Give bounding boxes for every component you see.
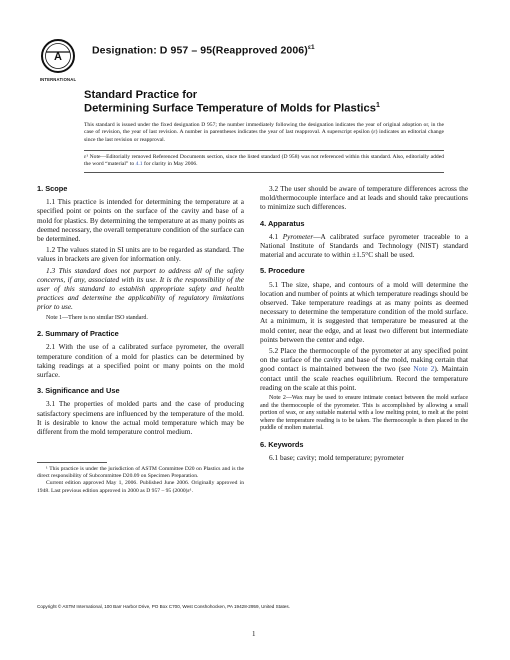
- divider: [84, 150, 444, 151]
- divider: [84, 172, 444, 173]
- section-heading-keywords: 6. Keywords: [260, 440, 304, 450]
- paragraph: 5.2 Place the thermocouple of the pyrometer at any specified point on the surface of the cavity and base of the mold, making certain that good contact is maintained between the two (see Note 2). Maintain contact until the scale reaches equilibrium. Record the temperature reading on the scale at this point.: [260, 346, 468, 392]
- editorial-note: ε¹ Note—Editorially removed Referenced Documents section, since the listed standard (D 958) was not referenced within this standard. Also, editorially added the word “material” to 4.1 for clarity in May 2006.: [84, 154, 444, 168]
- paragraph-safety: 1.3 This standard does not purport to address all of the safety concerns, if any, associated with its use. It is the responsibility of the user of this standard to establish appropriate safety and health practices and determine the applicability of regulatory limitations prior to use.: [37, 265, 244, 312]
- paragraph: 3.2 The user should be aware of temperature differences across the mold/thermocouple interface and at leads and should take precautions to minimize such differences.: [260, 184, 468, 212]
- document-title: Determining Surface Temperature of Molds for Plastics$^1$: [84, 102, 380, 115]
- paragraph: 5.1 The size, shape, and contours of a mold will determine the location and number of points at which temperature readings should be observed. Take temperature readings at as many points as deemed necessary to determine the temperature condition of the mold surface. At a minimum, it is suggested that temperature be measured at the mold center, near the edge, and at least two different but intermediate points between the center and edge.: [260, 279, 468, 344]
- footnote-text: ¹ This practice is under the jurisdiction of ASTM Committee D20 on Plastics and is the direct responsibility of Subcommittee D20.09 on Specimen Preparation.: [37, 466, 244, 480]
- section-heading-significance: 3. Significance and Use: [37, 386, 120, 396]
- title-line-1: Standard Practice for: [84, 89, 198, 101]
- designation: Designation: D 957 – 95(Reapproved 2006)$^{\varepsilon 1}$: [92, 44, 315, 57]
- left-column: [37, 184, 244, 438]
- paragraph: 1.1 This practice is intended for determining the temperature at a specified point or points on the surface of the cavity and base of a mold for plastics. By determining the temperature at as many points as deemed necessary, the overall temperature condition of the surface can be determined.: [37, 197, 244, 244]
- note-1: Note 1—There is no similar ISO standard.: [46, 314, 148, 321]
- paragraph: 3.1 The properties of molded parts and the case of producing satisfactory specimens are influenced by the temperature of the mold. It is desirable to know the actual mold temperature which may be different from the mold temperature control medium.: [37, 399, 244, 437]
- paragraph: 2.1 With the use of a calibrated surface pyrometer, the overall temperature condition of a mold for plastics can be determined by taking readings at a specified point or many points on the mold surface.: [37, 342, 244, 380]
- paragraph: 1.2 The values stated in SI units are to be regarded as standard. The values in brackets are given for information only.: [37, 245, 244, 264]
- paragraph: 6.1 base; cavity; mold temperature; pyrometer: [269, 453, 404, 463]
- section-heading-apparatus: 4. Apparatus: [260, 218, 305, 228]
- right-column: [260, 184, 468, 464]
- copyright: Copyright © ASTM International, 100 Barr Harbor Drive, PO Box C700, West Conshohocken, PA 19428-2959, United States.: [37, 604, 290, 609]
- section-heading-summary: 2. Summary of Practice: [37, 329, 119, 339]
- issuance-statement: This standard is issued under the fixed designation D 957; the number immediately following the designation indicates the year of original adoption or, in the case of revision, the year of last revision. A number in parentheses indicates the year of last reapproval. A superscript epsilon (ε) indicates an editorial change since the last revision or reapproval.: [84, 122, 444, 143]
- footnote-divider: [37, 462, 107, 463]
- section-link[interactable]: 4.1: [135, 161, 143, 168]
- page-number: 1: [252, 630, 256, 638]
- section-heading-procedure: 5. Procedure: [260, 266, 305, 276]
- note-2: Note 2—Wax may be used to ensure intimate contact between the mold surface and the thermocouple of the pyrometer. This is accomplished by allowing a small portion of wax, or any suitable material with a low melting point, to melt at the point where the temperature reading is to be taken. The thermocouple is then placed in the puddle of molten material.: [260, 395, 468, 432]
- astm-logo-icon: [38, 38, 78, 84]
- note-link[interactable]: Note 2: [413, 364, 435, 374]
- svg-text:A: A: [54, 51, 62, 63]
- svg-text:INTERNATIONAL: INTERNATIONAL: [39, 77, 77, 82]
- astm-logo: [38, 38, 78, 84]
- footnote: [37, 466, 244, 495]
- footnote-text: Current edition approved May 1, 2006. Published June 2006. Originally approved in 1948. Last previous edition approved in 2000 as D 957 – 95 (2000)ε¹.: [37, 480, 244, 494]
- paragraph: 4.1 Pyrometer—A calibrated surface pyrometer traceable to a National Institute of Standards and Technology (NIST) standard material and accurate to within ±1.5°C shall be used.: [260, 231, 468, 260]
- section-heading-scope: 1. Scope: [37, 184, 68, 193]
